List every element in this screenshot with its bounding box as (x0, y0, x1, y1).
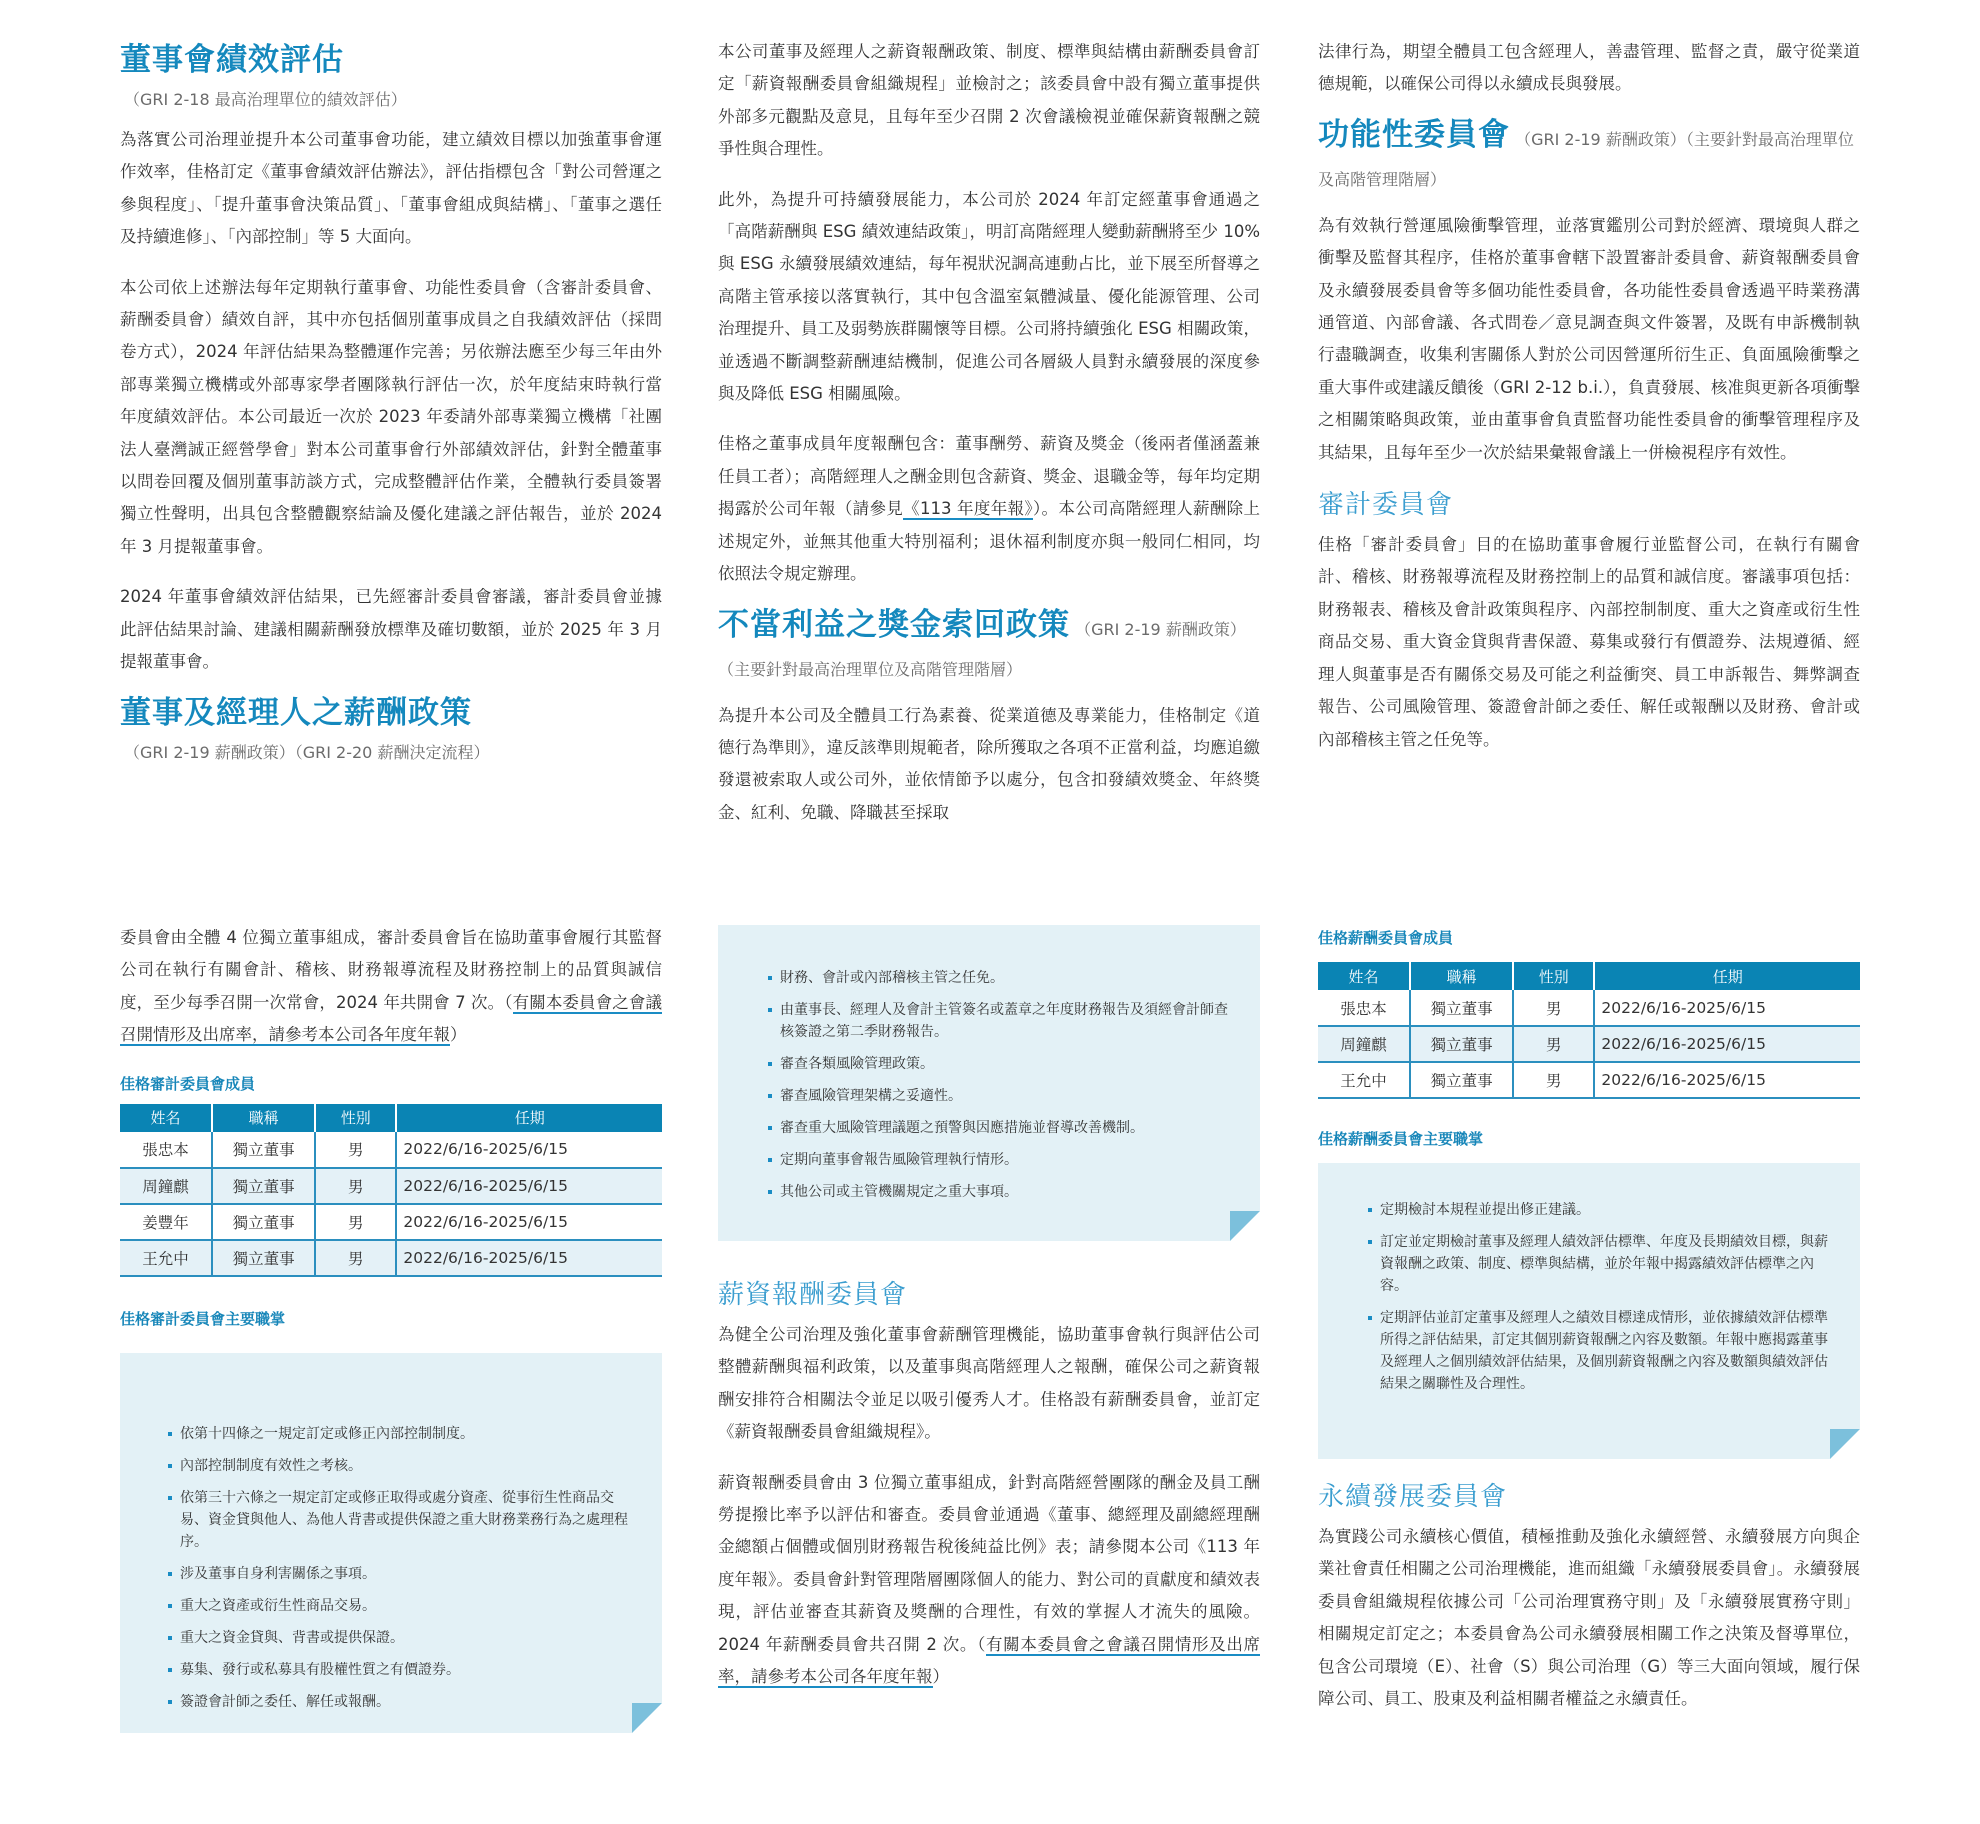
comp-meeting-attendance-link[interactable]: 有關本委員會之會議召開情形及出席率，請參考本公司各年度年報 (718, 1634, 1260, 1687)
remuneration-policy-heading: 董事及經理人之薪酬政策 (120, 694, 472, 731)
cell-term: 2022/6/16-2025/6/15 (1594, 1026, 1860, 1062)
audit-duties-box (120, 1353, 662, 1733)
cell-term: 2022/6/16-2025/6/15 (1594, 1062, 1860, 1098)
remuneration-paragraph-1: 本公司董事及經理人之薪資報酬政策、制度、標準與結構由薪酬委員會訂定「薪資報酬委員會組織規程」並檢討之；該委員會中設有獨立董事提供外部多元觀點及意見，且每年至少召開 2 次會議檢視並確保薪資報酬之競爭性與合理性。 (718, 42, 1260, 159)
cell-name: 張忠本 (1318, 990, 1410, 1026)
col-header-title: 職稱 (212, 1104, 315, 1132)
cell-title: 獨立董事 (212, 1204, 315, 1240)
functional-committee-paragraph: 為有效執行營運風險衝擊管理，並落實鑑別公司對於經濟、環境與人群之衝擊及監督其程序，佳格於董事會轄下設置審計委員會、薪資報酬委員會及永續發展委員會等多個功能性委員會，各功能性委員會透過平時業務溝通管道、內部會議、各式問卷／意見調查與文件簽署，及既有申訴機制執行盡職調查，收集利害關係人對於公司因營運所衍生正、負面風險衝擊之重大事件或建議反饋後（GRI 2-12 b.i.），負責發展、核准與更新各項衝擊之相關策略與政策，並由董事會負責監督功能性委員會的衝擊管理程序及其結果，且每年至少一次於結果彙報會議上一併檢視程序有效性。 (1318, 215, 1860, 462)
col-header-gender: 性別 (315, 1104, 396, 1132)
list-item: 財務、會計或內部稽核主管之任免。 (768, 967, 1230, 989)
audit-intro-paragraph: 委員會由全體 4 位獨立董事組成，審計委員會旨在協助董事會履行其監督公司在執行有關會計、稽核、財務報導流程及財務控制上的品質與誠信度，至少每季召開一次常會，2024 年共開會 7 次。（有關本委員會之會議召開情形及出席率，請參考本公司各年度年報） (120, 928, 663, 1045)
list-item: 訂定並定期檢討董事及經理人績效評估標準、年度及長期績效目標，與薪資報酬之政策、制度、標準與結構，並於年報中揭露績效評估標準之內容。 (1368, 1231, 1830, 1297)
top-left-column (120, 38, 662, 769)
cell-name: 周鐘麒 (120, 1168, 212, 1204)
list-item: 依第三十六條之一規定訂定或修正取得或處分資產、從事衍生性商品交易、資金貸與他人、為他人背書或提供保證之重大財務業務行為之處理程序。 (168, 1487, 632, 1553)
col-header-term: 任期 (1594, 962, 1860, 990)
remuneration-policy-gri: （GRI 2-19 薪酬政策）（GRI 2-20 薪酬決定流程） (124, 742, 490, 762)
list-item: 簽證會計師之委任、解任或報酬。 (168, 1691, 632, 1713)
audit-duties-list-continued (768, 967, 1230, 1203)
bottom-left-column (120, 922, 662, 1733)
audit-members-table (120, 1104, 662, 1277)
list-item: 內部控制制度有效性之考核。 (168, 1455, 632, 1477)
comp-members-table (1318, 962, 1860, 1099)
cell-name: 王允中 (1318, 1062, 1410, 1098)
table-row (120, 1204, 662, 1240)
cell-term: 2022/6/16-2025/6/15 (396, 1132, 662, 1168)
cell-title: 獨立董事 (1410, 1062, 1513, 1098)
comp-committee-paragraph-2: 薪資報酬委員會由 3 位獨立董事組成，針對高階經營團隊的酬金及員工酬勞提撥比率予以評估和審查。委員會並通過《董事、總經理及副總經理酬金總額占個體或個別財務報告稅後純益比例》表；請參閱本公司《113 年度年報》。委員會針對管理階層團隊個人的能力、對公司的貢獻度和績效表現，評估並審查其薪資及獎酬的合理性，有效的掌握人才流失的風險。2024 年薪酬委員會共召開 2 次。（有關本委員會之會議召開情形及出席率，請參考本公司各年度年報） (718, 1472, 1260, 1687)
clawback-paragraph: 為提升本公司及全體員工行為素養、從業道德及專業能力，佳格制定《道德行為準則》，違反該準則規範者，除所獲取之各項不正當利益，均應追繳發還被索取人或公司外，並依情節予以處分，包含扣發績效獎金、年終獎金、紅利、免職、降職甚至採取 (718, 705, 1260, 822)
list-item: 定期檢討本規程並提出修正建議。 (1368, 1199, 1830, 1221)
col-header-title: 職稱 (1410, 962, 1513, 990)
col-header-name: 姓名 (1318, 962, 1410, 990)
comp-members-title: 佳格薪酬委員會成員 (1318, 929, 1454, 947)
functional-heading-block (1318, 115, 1860, 200)
cell-name: 張忠本 (120, 1132, 212, 1168)
audit-committee-paragraph: 佳格「審計委員會」目的在協助董事會履行並監督公司，在執行有關會計、稽核、財務報導流程及財務控制上的品質和誠信度。審議事項包括：財務報表、稽核及會計政策與程序、內部控制制度、重大之資產或衍生性商品交易、重大資金貸與背書保證、募集或發行有價證券、法規遵循、經理人與董事是否有關係交易及可能之利益衝突、員工申訴報告、舞弊調查報告、公司風險管理、簽證會計師之委任、解任或報酬以及財務、會計或內部稽核主管之任免等。 (1318, 535, 1860, 749)
cell-gender: 男 (1513, 990, 1594, 1026)
col-header-name: 姓名 (120, 1104, 212, 1132)
audit-meeting-attendance-link[interactable]: 有關本委員會之會議召開情形及出席率，請參考本公司各年度年報 (120, 992, 663, 1045)
audit-committee-heading: 審計委員會 (1318, 490, 1454, 521)
table-row (120, 1168, 662, 1204)
board-eval-paragraph-2: 本公司依上述辦法每年定期執行董事會、功能性委員會（含審計委員會、薪酬委員會）績效自評，其中亦包括個別董事成員之自我績效評估（採問卷方式），2024 年評估結果為整體運作完善；另依辦法應至少每三年由外部專業獨立機構或外部專家學者團隊執行評估一次，於年度結束時執行當年度績效評估。本公司最近一次於 2023 年委請外部專業獨立機構「社團法人臺灣誠正經營學會」對本公司董事會行外部績效評估，針對全體董事以問卷回覆及個別董事訪談方式，完成整體評估作業，全體執行委員簽署獨立性聲明，出具包含整體觀察結論及優化建議之評估報告，並於 2024 年 3 月提報董事會。 (120, 277, 662, 556)
comp-committee-paragraph-1: 為健全公司治理及強化董事會薪酬管理機能，協助董事會執行與評估公司整體薪酬與福利政策，以及董事與高階經理人之報酬，確保公司之薪資報酬安排符合相關法令並足以吸引優秀人才。佳格設有薪酬委員會，並訂定《薪資報酬委員會組織規程》。 (718, 1325, 1260, 1442)
list-item: 審查重大風險管理議題之預警與因應措施並督導改善機制。 (768, 1117, 1230, 1139)
page-fold-corner-icon (1830, 1429, 1860, 1459)
bottom-right-column (1318, 926, 1860, 1715)
cell-title: 獨立董事 (212, 1168, 315, 1204)
col-header-gender: 性別 (1513, 962, 1594, 990)
table-row (1318, 1026, 1860, 1062)
cell-term: 2022/6/16-2025/6/15 (1594, 990, 1860, 1026)
cell-gender: 男 (1513, 1026, 1594, 1062)
cell-term: 2022/6/16-2025/6/15 (396, 1240, 662, 1276)
list-item: 依第十四條之一規定訂定或修正內部控制制度。 (168, 1423, 632, 1445)
list-item: 審查風險管理架構之妥適性。 (768, 1085, 1230, 1107)
cell-name: 周鐘麒 (1318, 1026, 1410, 1062)
table-header-row (120, 1104, 662, 1132)
comp-duties-box (1318, 1163, 1860, 1459)
table-row (120, 1132, 662, 1168)
comp-duties-title: 佳格薪酬委員會主要職掌 (1318, 1130, 1484, 1148)
top-middle-column (718, 28, 1260, 829)
board-eval-paragraph-1: 為落實公司治理並提升本公司董事會功能，建立績效目標以加強董事會運作效率，佳格訂定《董事會績效評估辦法》，評估指標包含「對公司營運之參與程度」、「提升董事會決策品質」、「董事會組成與結構」、「董事之選任及持續進修」、「內部控制」等 5 大面向。 (120, 130, 662, 247)
list-item: 重大之資產或衍生性商品交易。 (168, 1595, 632, 1617)
list-item: 由董事長、經理人及會計主管簽名或蓋章之年度財務報告及須經會計師查核簽證之第二季財務報告。 (768, 999, 1230, 1043)
audit-members-title: 佳格審計委員會成員 (120, 1074, 256, 1093)
cell-title: 獨立董事 (1410, 1026, 1513, 1062)
clawback-gri: （GRI 2-19 薪酬政策）（主要針對最高治理單位及高階管理階層） (718, 619, 1246, 679)
page-fold-corner-icon (1230, 1211, 1260, 1241)
board-eval-paragraph-3: 2024 年董事會績效評估結果，已先經審計委員會審議，審計委員會並據此評估結果討論、建議相關薪酬發放標準及確切數額，並於 2025 年 3 月提報董事會。 (120, 587, 662, 672)
audit-duties-list (168, 1423, 632, 1713)
cell-gender: 男 (315, 1132, 396, 1168)
cell-gender: 男 (315, 1168, 396, 1204)
audit-duties-box-continued (718, 925, 1260, 1241)
cell-title: 獨立董事 (212, 1132, 315, 1168)
sustainability-committee-paragraph: 為實踐公司永續核心價值，積極推動及強化永續經營、永續發展方向與企業社會責任相關之公司治理機能，進而組織「永續發展委員會」。永續發展委員會組織規程依據公司「公司治理實務守則」及「永續發展實務守則」相關規定訂定之；本委員會為公司永續發展相關工作之決策及督導單位，包含公司環境（E）、社會（S）與公司治理（G）等三大面向領域，履行保障公司、員工、股東及利益相關者權益之永續責任。 (1318, 1527, 1860, 1709)
list-item: 募集、發行或私募具有股權性質之有價證券。 (168, 1659, 632, 1681)
functional-committee-heading: 功能性委員會 (1318, 116, 1510, 153)
board-eval-gri: （GRI 2-18 最高治理單位的績效評估） (124, 90, 407, 109)
remuneration-paragraph-2: 此外，為提升可持續發展能力，本公司於 2024 年訂定經董事會通過之「高階薪酬與 ESG 績效連結政策」，明訂高階經理人變動薪酬將至少 10% 與 ESG 永續發展績效連結，每年視狀況調高連動占比，並下展至所督導之高階主管承接以落實執行，其中包含溫室氣體減量、優化能源管理、公司治理提升、員工及弱勢族群關懷等目標。公司將持續強化 ESG 相關政策，並透過不斷調整薪酬連結機制，促進公司各層級人員對永續發展的深度參與及降低 ESG 相關風險。 (718, 189, 1260, 404)
list-item: 涉及董事自身利害關係之事項。 (168, 1563, 632, 1585)
cell-title: 獨立董事 (1410, 990, 1513, 1026)
board-eval-heading: 董事會績效評估 (120, 42, 344, 78)
sustainability-committee-heading: 永續發展委員會 (1318, 1482, 1508, 1512)
list-item: 重大之資金貸與、背書或提供保證。 (168, 1627, 632, 1649)
clawback-heading-block (718, 605, 1260, 690)
annual-report-113-link[interactable]: 《113 年度年報》 (903, 499, 1033, 519)
list-item: 定期評估並訂定董事及經理人之績效目標達成情形，並依據績效評估標準所得之評估結果，訂定其個別薪資報酬之內容及數額。年報中應揭露董事及經理人之個別績效評估結果，及個別薪資報酬之內容及數額與績效評估結果之關聯性及合理性。 (1368, 1307, 1830, 1395)
bottom-middle-column (718, 925, 1260, 1693)
top-right-column (1318, 28, 1860, 756)
cell-name: 王允中 (120, 1240, 212, 1276)
cell-gender: 男 (315, 1204, 396, 1240)
comp-committee-heading: 薪資報酬委員會 (718, 1280, 908, 1310)
functional-committee-gri: （GRI 2-19 薪酬政策）（主要針對最高治理單位及高階管理階層） (1318, 129, 1854, 189)
cell-gender: 男 (1513, 1062, 1594, 1098)
audit-duties-title: 佳格審計委員會主要職掌 (120, 1309, 286, 1328)
cell-name: 姜豐年 (120, 1204, 212, 1240)
comp-duties-list (1368, 1199, 1830, 1395)
page-fold-corner-icon (632, 1703, 662, 1733)
col-header-term: 任期 (396, 1104, 662, 1132)
remuneration-paragraph-3: 佳格之董事成員年度報酬包含：董事酬勞、薪資及獎金（後兩者僅涵蓋兼任員工者）；高階經理人之酬金則包含薪資、獎金、退職金等，每年均定期揭露於公司年報（請參見《113 年度年報》）。本公司高階經理人薪酬除上述規定外，並無其他重大特別福利；退休福利制度亦與一般同仁相同，均依照法令規定辦理。 (718, 434, 1261, 584)
list-item: 其他公司或主管機關規定之重大事項。 (768, 1181, 1230, 1203)
cell-gender: 男 (315, 1240, 396, 1276)
table-row (120, 1240, 662, 1276)
table-row (1318, 1062, 1860, 1098)
clawback-heading: 不當利益之獎金索回政策 (718, 606, 1070, 643)
table-row (1318, 990, 1860, 1026)
table-header-row (1318, 962, 1860, 990)
list-item: 審查各類風險管理政策。 (768, 1053, 1230, 1075)
list-item: 定期向董事會報告風險管理執行情形。 (768, 1149, 1230, 1171)
cell-term: 2022/6/16-2025/6/15 (396, 1168, 662, 1204)
cell-title: 獨立董事 (212, 1240, 315, 1276)
cell-term: 2022/6/16-2025/6/15 (396, 1204, 662, 1240)
clawback-paragraph-continued: 法律行為，期望全體員工包含經理人，善盡管理、監督之責，嚴守從業道德規範，以確保公司得以永續成長與發展。 (1318, 42, 1860, 94)
